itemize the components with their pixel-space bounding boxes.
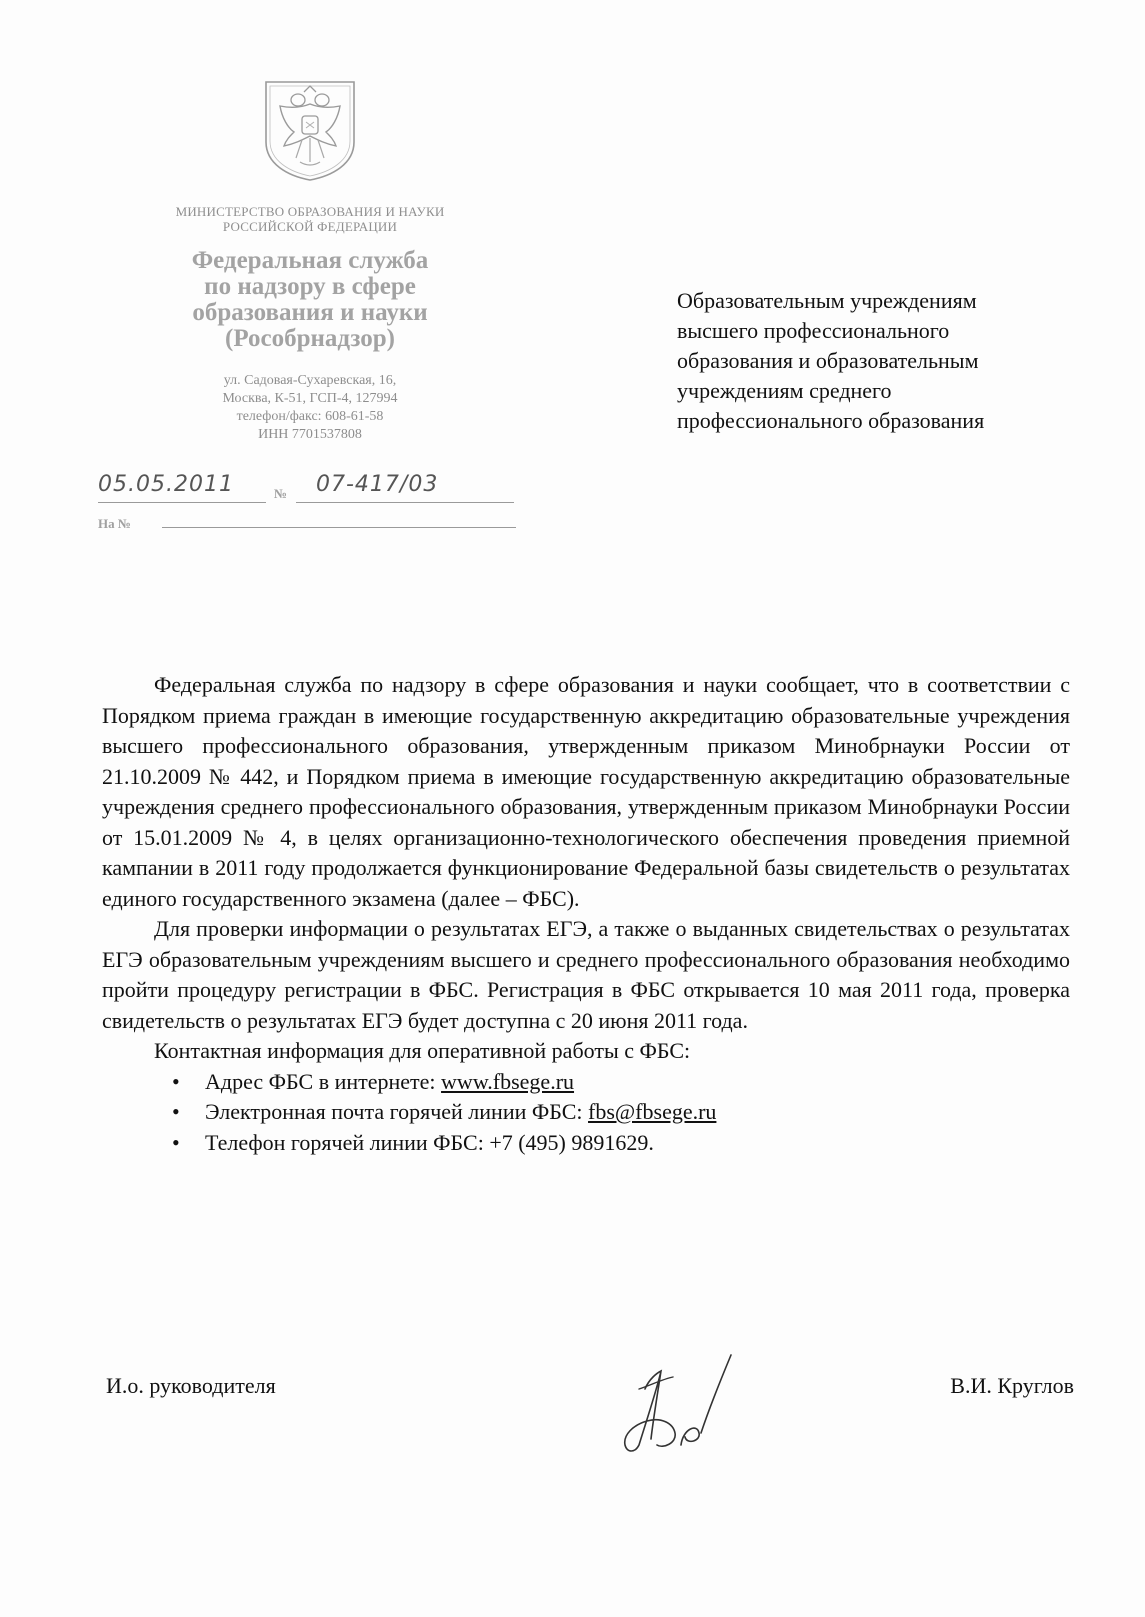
reference-line	[98, 516, 518, 536]
addressee-line: Образовательным учреждениям	[677, 288, 977, 313]
contact-email-label: Электронная почта горячей линии ФБС:	[205, 1099, 589, 1124]
reference-label: На №	[98, 516, 131, 531]
agency-line: по надзору в сфере	[204, 273, 416, 300]
signatory-title: И.о. руководителя	[106, 1373, 276, 1398]
agency-address	[130, 372, 490, 444]
number-underline	[296, 502, 514, 503]
fbs-email-link[interactable]: fbs@fbsege.ru	[588, 1099, 717, 1124]
list-item	[102, 1128, 1070, 1159]
ministry-name	[130, 204, 490, 234]
body-paragraph: Федеральная служба по надзору в сфере образования и науки сообщает, что в соответствии с Порядком приема граждан в имеющие государственную аккредитацию образовательные учреждения высшего профессионального образования, утвержденным приказом Минобрнауки России от 21.10.2009 № 442, и Порядком приема в имеющие государственную аккредитацию образовательные учреждения среднего профессионального образования, утвержденным приказом Минобрнауки России от 15.01.2009 № 4, в целях организационно-технологического обеспечения проведения приемной кампании в 2011 году продолжается функционирование Федеральной базы свидетельств о результатах единого государственного экзамена (далее – ФБС).	[102, 672, 1070, 911]
handwritten-signature	[617, 1349, 737, 1459]
signatory-name: В.И. Круглов	[950, 1373, 1074, 1398]
registration-number: 07-417/03	[316, 472, 439, 497]
bullet-icon: •	[172, 1068, 180, 1094]
address-line: телефон/факс: 608-61-58	[236, 409, 384, 424]
agency-line: Федеральная служба	[191, 247, 429, 274]
registration-date: 05.05.2011	[98, 472, 234, 497]
address-line: ИНН 7701537808	[258, 427, 362, 442]
body-paragraph: Для проверки информации о результатах ЕГЭ, а также о выданных свидетельствах о результатах ЕГЭ образовательным учреждениям высшего и среднего профессионального образования необходимо пройти процедуру регистрации в ФБС. Регистрация в ФБС открывается 10 мая 2011 года, проверка свидетельств о результатах ЕГЭ будет доступна с 20 июня 2011 года.	[102, 916, 1070, 1033]
agency-line: образования и науки	[192, 299, 428, 326]
agency-line: (Рособрнадзор)	[225, 325, 395, 352]
ministry-line: РОССИЙСКОЙ ФЕДЕРАЦИИ	[222, 219, 398, 234]
addressee-line: учреждениям среднего	[677, 378, 892, 403]
ministry-line: МИНИСТЕРСТВО ОБРАЗОВАНИЯ И НАУКИ	[175, 204, 445, 219]
addressee-line: образования и образовательным	[677, 348, 979, 373]
bullet-icon: •	[172, 1099, 180, 1124]
addressee-line: высшего профессионального	[677, 318, 950, 343]
reference-underline	[162, 527, 516, 528]
addressee-block	[677, 286, 1097, 436]
contacts-intro: Контактная информация для оперативной работы с ФБС:	[154, 1038, 691, 1063]
bullet-icon: •	[172, 1129, 180, 1155]
list-item	[102, 1097, 1070, 1128]
registration-line	[98, 472, 518, 508]
fbs-website-link[interactable]: www.fbsege.ru	[441, 1068, 575, 1094]
addressee-line: профессионального образования	[677, 408, 985, 433]
address-line: Москва, К-51, ГСП-4, 127994	[222, 391, 398, 406]
list-item	[102, 1067, 1070, 1098]
coat-of-arms-icon	[260, 78, 360, 182]
signature-block	[106, 1373, 1074, 1403]
contact-site-label: Адрес ФБС в интернете:	[205, 1068, 442, 1094]
letterhead	[130, 78, 490, 444]
address-line: ул. Садовая-Сухаревская, 16,	[223, 373, 397, 388]
agency-name	[130, 248, 490, 352]
registration-number-label: №	[274, 486, 288, 501]
contact-phone: Телефон горячей линии ФБС: +7 (495) 9891629.	[205, 1129, 654, 1155]
date-underline	[98, 502, 266, 503]
letter-body	[102, 670, 1070, 1158]
contacts-list	[102, 1067, 1070, 1159]
